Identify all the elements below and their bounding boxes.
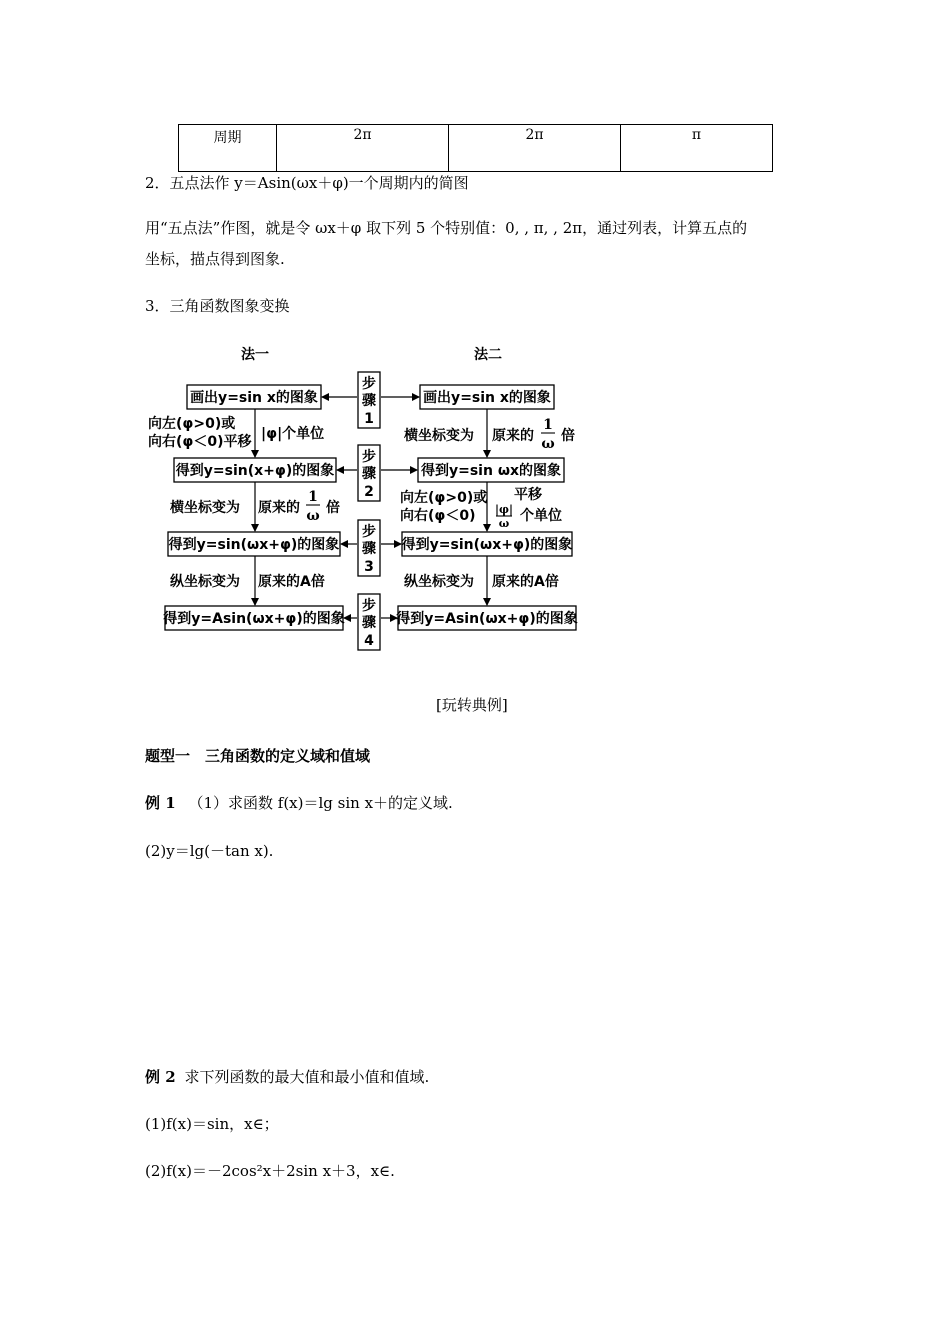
m2-box-3-text: 得到y=sin(ωx+φ)的图象 [401, 537, 573, 553]
m2-xscale-frac-den: ω [541, 436, 555, 452]
m2-xscale-frac-num: 1 [543, 417, 553, 433]
m2-shift-translate: 平移 [514, 487, 542, 503]
table-row [179, 125, 773, 172]
m1-xscale-original: 原来的 [258, 500, 300, 516]
step-2-char-b: 骤 [362, 466, 376, 482]
step-2-number: 2 [364, 484, 374, 500]
example1-line1 [145, 792, 453, 814]
m2-box-4-text: 得到y=Asin(ωx+φ)的图象 [396, 611, 578, 627]
m1-xscale-label: 横坐标变为 [170, 500, 240, 516]
m1-box-1-text: 画出y=sin x的图象 [190, 390, 318, 406]
example2-part1: (1)f(x)＝sin，x∈； [145, 1115, 279, 1133]
m1-yscale-label: 纵坐标变为 [170, 574, 240, 590]
section2-heading: 2．五点法作 y＝Asin(ωx＋φ)一个周期内的简图 [145, 174, 469, 192]
step-3-number: 3 [364, 559, 374, 575]
m2-box-1-text: 画出y=sin x的图象 [423, 390, 551, 406]
step-4-number: 4 [364, 633, 374, 649]
m2-yscale-label: 纵坐标变为 [404, 574, 474, 590]
step-1-char-a: 步 [362, 376, 376, 392]
period-cell-tan: π [621, 125, 773, 172]
transformation-diagram [0, 330, 950, 660]
period-table [178, 124, 773, 172]
m2-box-2-text: 得到y=sin ωx的图象 [420, 463, 562, 479]
m1-shift-amount: |φ|个单位 [261, 426, 325, 442]
m1-shift-label-b: 向右(φ＜0)平移 [148, 434, 252, 450]
step-3-char-b: 骤 [362, 541, 376, 557]
m1-xscale-frac-num: 1 [308, 489, 318, 505]
m1-box-3-text: 得到y=sin(ωx+φ)的图象 [168, 537, 340, 553]
period-cell-sin: 2π [277, 125, 449, 172]
m2-shift-frac-den: ω [498, 517, 510, 530]
m2-xscale-label: 横坐标变为 [404, 428, 474, 444]
example2-part2: (2)f(x)＝－2cos²x＋2sin x＋3，x∈. [145, 1162, 395, 1180]
example1-part1: （1）求函数 f(x)＝lg sin x＋的定义域. [188, 794, 453, 812]
period-label-cell: 周期 [179, 125, 277, 172]
step-1-char-b: 骤 [362, 393, 376, 409]
section3-heading: 3．三角函数图象变换 [145, 297, 290, 315]
section2-paragraph-line1: 用“五点法”作图，就是令 ωx＋φ 取下列 5 个特别值：0, , π, , 2π，通过列表，计算五点的 [145, 219, 748, 237]
step-2-char-a: 步 [362, 449, 376, 465]
m2-yscale-times: 原来的A倍 [492, 574, 559, 590]
period-cell-cos: 2π [449, 125, 621, 172]
m1-shift-label-a: 向左(φ>0)或 [148, 416, 236, 432]
m2-shift-label-b: 向右(φ＜0) [400, 508, 476, 524]
m2-shift-label-a: 向左(φ>0)或 [400, 490, 488, 506]
step-4-char-a: 步 [362, 598, 376, 614]
step-4-char-b: 骤 [362, 615, 376, 631]
m2-shift-frac-num: |φ| [495, 503, 513, 516]
example2-line1 [145, 1066, 429, 1088]
example1-label: 例 1 [145, 794, 176, 812]
m2-xscale-times: 倍 [561, 428, 575, 444]
section2-paragraph-line2: 坐标，描点得到图象. [145, 250, 285, 268]
step-3-char-a: 步 [362, 524, 376, 540]
example1-part2: (2)y＝lg(－tan x). [145, 842, 274, 860]
examples-title: [玩转典例] [436, 696, 508, 714]
step-1-number: 1 [364, 411, 374, 427]
m1-xscale-times: 倍 [326, 500, 340, 516]
m1-yscale-times: 原来的A倍 [258, 574, 325, 590]
example2-label: 例 2 [145, 1068, 176, 1086]
m2-xscale-original: 原来的 [492, 428, 534, 444]
m1-xscale-frac-den: ω [306, 508, 320, 524]
method1-title: 法一 [241, 347, 269, 363]
type1-heading: 题型一 三角函数的定义域和值域 [145, 747, 371, 765]
m1-box-4-text: 得到y=Asin(ωx+φ)的图象 [163, 611, 345, 627]
example2-intro: 求下列函数的最大值和最小值和值域. [184, 1068, 430, 1086]
m2-shift-unit: 个单位 [520, 508, 562, 524]
method2-title: 法二 [474, 347, 502, 363]
m1-box-2-text: 得到y=sin(x+φ)的图象 [175, 463, 335, 479]
